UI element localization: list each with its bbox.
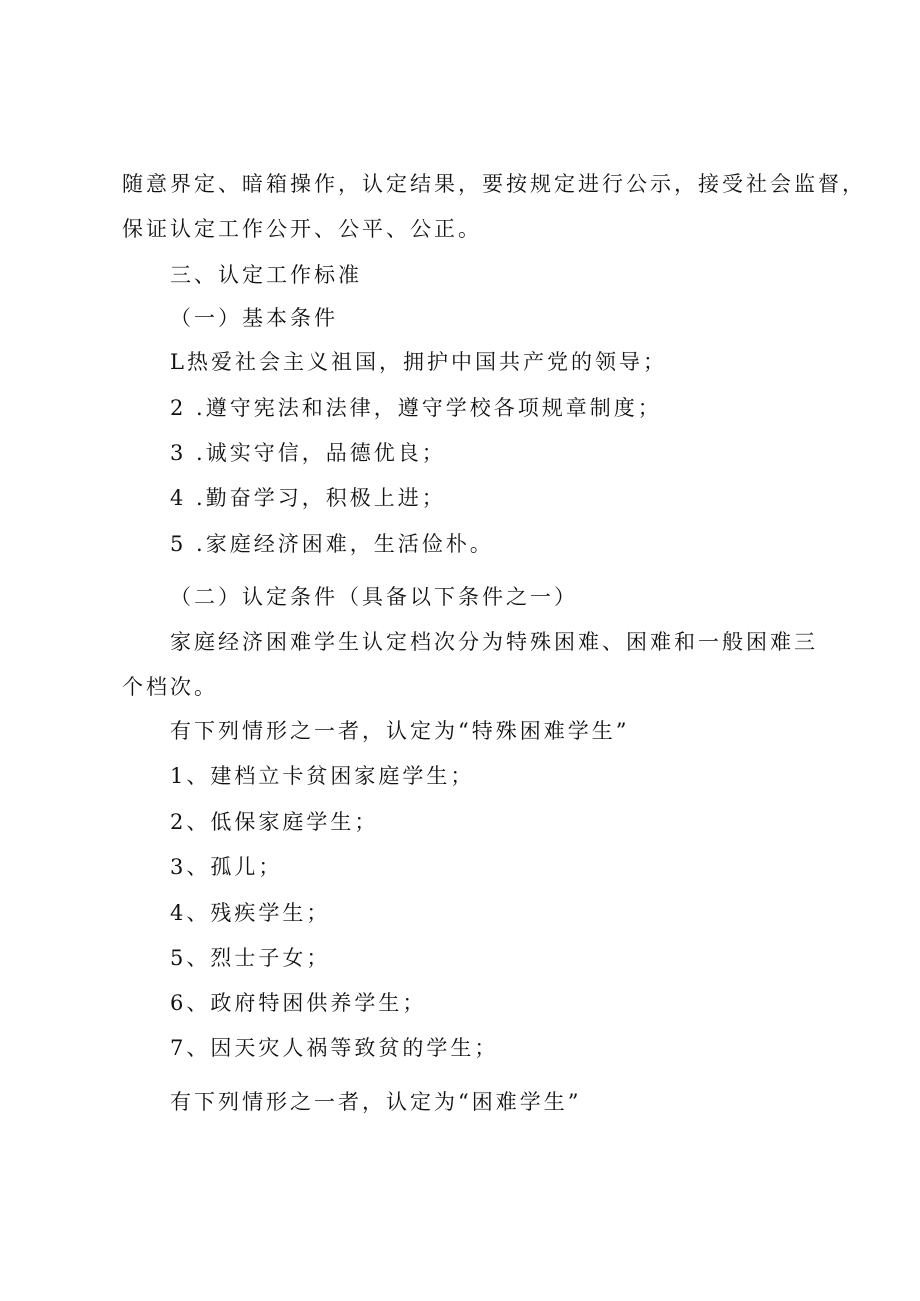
list-item: 1、建档立卡贫困家庭学生；	[170, 764, 475, 788]
subsection-heading: （一）基本条件	[170, 306, 338, 330]
list-item: L热爱社会主义祖国，拥护中国共产党的领导；	[170, 350, 667, 374]
list-item: 6、政府特困供养学生；	[170, 991, 427, 1015]
subsection-heading: （二）认定条件（具备以下条件之一）	[170, 585, 578, 609]
list-item: 3 .诚实守信，品德优良；	[170, 441, 446, 465]
list-item: 5、烈士子女；	[170, 946, 331, 970]
paragraph-line: 家庭经济困难学生认定档次分为特殊困难、困难和一般困难三	[170, 630, 818, 654]
paragraph-line: 个档次。	[122, 675, 218, 699]
list-item: 2 .遵守宪法和法律，遵守学校各项规章制度；	[170, 396, 662, 420]
paragraph-line: 有下列情形之一者，认定为“困难学生”	[170, 1090, 582, 1114]
paragraph-line: 有下列情形之一者，认定为“特殊困难学生”	[170, 719, 630, 743]
paragraph-line: 保证认定工作公开、公平、公正。	[122, 217, 482, 241]
list-item: 4 .勤奋学习，积极上进；	[170, 486, 446, 510]
section-heading: 三、认定工作标准	[170, 263, 362, 287]
list-item: 5 .家庭经济困难，生活俭朴。	[170, 532, 494, 556]
list-item: 7、因天灾人祸等致贫的学生；	[170, 1036, 499, 1060]
list-item: 2、低保家庭学生；	[170, 810, 379, 834]
paragraph-line: 随意界定、暗箱操作，认定结果，要按规定进行公示，接受社会监督，	[122, 172, 866, 196]
list-item: 4、残疾学生；	[170, 901, 331, 925]
list-item: 3、孤儿；	[170, 855, 283, 879]
